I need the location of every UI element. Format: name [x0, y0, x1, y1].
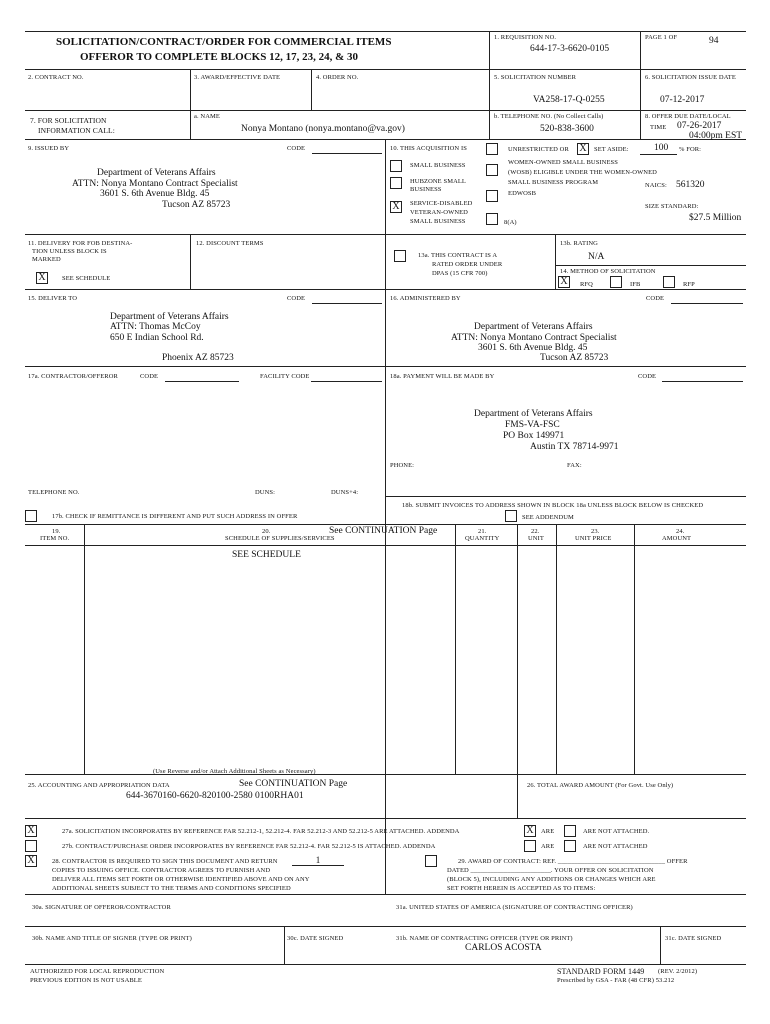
issue-date[interactable]: 07-12-2017 — [660, 95, 705, 105]
footer-form-number: STANDARD FORM 1449 — [557, 967, 645, 976]
rating-value[interactable]: N/A — [588, 252, 605, 262]
deliver-to-line-3: 650 E Indian School Rd. — [110, 333, 204, 343]
issued-by-line-2: ATTN: Nonya Montano Contract Specialist — [72, 179, 238, 189]
amount-header: AMOUNT — [662, 535, 692, 542]
27a-are-not-label: ARE NOT ATTACHED. — [583, 828, 650, 835]
29-label-3: (BLOCK 5), INCLUDING ANY ADDITIONS OR CHANGES WHICH ARE — [447, 876, 656, 883]
sdvosb-label-3: SMALL BUSINESS — [410, 218, 466, 225]
solicitation-method-label: 14. METHOD OF SOLICITATION — [560, 268, 656, 275]
offer-due-label: 8. OFFER DUE DATE/LOCAL — [645, 113, 731, 120]
issue-date-label: 6. SOLICITATION ISSUE DATE — [645, 74, 736, 81]
unrestricted-checkbox[interactable] — [486, 143, 498, 155]
item-no-num: 19. — [52, 528, 61, 535]
info-call-label: 7. FOR SOLICITATION — [30, 116, 107, 125]
rfp-label: RFP — [683, 281, 695, 288]
8a-checkbox[interactable] — [486, 213, 498, 225]
form-subtitle: OFFEROR TO COMPLETE BLOCKS 12, 17, 23, 24, & 30 — [80, 51, 358, 63]
payment-line-2: FMS-VA-FSC — [505, 420, 560, 430]
naics-value[interactable]: 561320 — [676, 180, 705, 190]
deliver-to-city: Phoenix AZ 85723 — [162, 353, 234, 363]
addendum-label: SEE ADDENDUM — [522, 514, 574, 521]
unrestricted-label: UNRESTRICTED OR — [508, 146, 569, 153]
27b-are-not-checkbox[interactable] — [564, 840, 576, 852]
deliver-to-code-label: CODE — [287, 295, 306, 302]
payment-label: 18a. PAYMENT WILL BE MADE BY — [390, 373, 495, 380]
payment-line-1: Department of Veterans Affairs — [474, 409, 593, 419]
offer-due-time[interactable]: 04:00pm EST — [689, 131, 743, 141]
29-label-4: SET FORTH HEREIN IS ACCEPTED AS TO ITEMS: — [447, 885, 596, 892]
officer-name-value[interactable]: CARLOS ACOSTA — [465, 943, 542, 953]
deliver-to-line-1: Department of Veterans Affairs — [110, 312, 229, 322]
order-no-label: 4. ORDER NO. — [316, 74, 359, 81]
28-copies[interactable]: 1 — [292, 855, 344, 866]
rated-order-label-2: RATED ORDER UNDER — [432, 261, 503, 268]
solicitation-number-label: 5. SOLICITATION NUMBER — [494, 74, 577, 81]
rating-label: 13b. RATING — [560, 240, 598, 247]
contractor-code-field[interactable] — [165, 381, 239, 382]
small-business-checkbox[interactable] — [390, 160, 402, 172]
administered-by-line-3: 3601 S. 6th Avenue Bldg. 45 — [478, 343, 588, 353]
discount-terms-label: 12. DISCOUNT TERMS — [196, 240, 264, 247]
edwosb-label: EDWOSB — [508, 190, 537, 197]
ifb-label: IFB — [630, 281, 641, 288]
27a-are-checkbox[interactable]: X — [524, 825, 536, 837]
hubzone-checkbox[interactable] — [390, 177, 402, 189]
wosb-label-2: (WOSB) ELIGIBLE UNDER THE WOMEN-OWNED — [508, 169, 657, 176]
administered-by-line-2: ATTN: Nonya Montano Contract Specialist — [451, 333, 617, 343]
requisition-value[interactable]: 644-17-3-6620-0105 — [530, 44, 610, 54]
requisition-label: 1. REQUISITION NO. — [494, 34, 557, 41]
info-call-label-2: INFORMATION CALL: — [38, 126, 115, 135]
schedule-see-schedule: SEE SCHEDULE — [232, 550, 301, 560]
offeror-date-label: 30c. DATE SIGNED — [287, 935, 344, 942]
small-business-label: SMALL BUSINESS — [410, 162, 466, 169]
hubzone-label-2: BUSINESS — [410, 186, 442, 193]
acquisition-label: 10. THIS ACQUISITION IS — [390, 145, 467, 152]
rated-order-label: 13a. THIS CONTRACT IS A — [418, 252, 498, 259]
8a-label: 8(A) — [504, 219, 517, 226]
hubzone-label: HUBZONE SMALL — [410, 178, 467, 185]
administered-by-city: Tucson AZ 85723 — [540, 353, 609, 363]
delivery-fob-label-3: MARKED — [32, 256, 61, 263]
deliver-to-label: 15. DELIVER TO — [28, 295, 78, 302]
payment-fax-label: FAX: — [567, 462, 582, 469]
27b-are-checkbox[interactable] — [524, 840, 536, 852]
footer-revision: (REV. 2/2012) — [658, 968, 698, 975]
27b-label: 27b. CONTRACT/PURCHASE ORDER INCORPORATES BY REFERENCE FAR 52.212-4. FAR 52.212-5 IS ATTACHED. ADDENDA — [62, 843, 436, 850]
accounting-label: 25. ACCOUNTING AND APPROPRIATION DATA — [28, 782, 170, 789]
unit-header: UNIT — [528, 535, 544, 542]
facility-code-field[interactable] — [311, 381, 382, 382]
29-checkbox[interactable] — [425, 855, 437, 867]
rated-order-checkbox[interactable] — [394, 250, 406, 262]
delivery-fob-label: 11. DELIVERY FOR FOB DESTINA- — [28, 240, 133, 247]
payment-phone-label: PHONE: — [390, 462, 415, 469]
deliver-to-line-2: ATTN: Thomas McCoy — [110, 322, 201, 332]
reverse-note: (Use Reverse and/or Attach Additional Sheets as Necessary) — [153, 768, 316, 775]
set-aside-checkbox[interactable]: X — [577, 143, 589, 155]
schedule-num: 20. — [262, 528, 271, 535]
27b-are-not-label: ARE NOT ATTACHED — [583, 843, 648, 850]
wosb-checkbox[interactable] — [486, 164, 498, 176]
issued-by-line-4: Tucson AZ 85723 — [162, 200, 231, 210]
officer-date-label: 31c. DATE SIGNED — [665, 935, 722, 942]
size-standard-label: SIZE STANDARD: — [645, 203, 699, 210]
remittance-checkbox[interactable] — [25, 510, 37, 522]
name-label: a. NAME — [194, 113, 220, 120]
solicitation-number[interactable]: VA258-17-Q-0255 — [533, 95, 605, 105]
schedule-header: SCHEDULE OF SUPPLIES/SERVICES — [225, 535, 335, 542]
sdvosb-checkbox[interactable]: X — [390, 201, 402, 213]
award-date-label: 3. AWARD/EFFECTIVE DATE — [194, 74, 281, 81]
wosb-label: WOMEN-OWNED SMALL BUSINESS — [508, 159, 618, 166]
rfq-checkbox[interactable]: X — [558, 276, 570, 288]
naics-label: NAICS: — [645, 182, 667, 189]
see-schedule-label: SEE SCHEDULE — [62, 275, 111, 282]
remittance-label: 17b. CHECK IF REMITTANCE IS DIFFERENT AND PUT SUCH ADDRESS IN OFFER — [52, 513, 298, 520]
amount-num: 24. — [676, 528, 685, 535]
contractor-label: 17a. CONTRACTOR/OFFEROR — [28, 373, 118, 380]
administered-by-code-label: CODE — [646, 295, 665, 302]
set-aside-percent[interactable]: 100 — [654, 143, 669, 153]
ifb-checkbox[interactable] — [610, 276, 622, 288]
wosb-label-3: SMALL BUSINESS PROGRAM — [508, 179, 599, 186]
offer-due-date[interactable]: 07-26-2017 — [677, 121, 722, 131]
payment-code-field[interactable] — [662, 381, 743, 382]
rfp-checkbox[interactable] — [663, 276, 675, 288]
footer-previous-edition: PREVIOUS EDITION IS NOT USABLE — [30, 977, 142, 984]
27b-are-label: ARE — [541, 843, 555, 850]
officer-name-label: 31b. NAME OF CONTRACTING OFFICER (TYPE OR PRINT) — [396, 935, 573, 942]
telephone-value[interactable]: 520-838-3600 — [540, 124, 594, 134]
29-label: 29. AWARD OF CONTRACT: REF. ________________________________ OFFER — [458, 858, 688, 865]
administered-by-code-field[interactable] — [671, 303, 743, 304]
28-label: 28. CONTRACTOR IS REQUIRED TO SIGN THIS DOCUMENT AND RETURN — [52, 858, 278, 865]
deliver-to-code-field[interactable] — [312, 303, 382, 304]
footer-prescribed-by: Prescribed by GSA - FAR (48 CFR) 53.212 — [557, 977, 675, 984]
issued-by-label: 9. ISSUED BY — [28, 145, 70, 152]
page-count: 94 — [709, 36, 719, 46]
delivery-fob-label-2: TION UNLESS BLOCK IS — [32, 248, 107, 255]
edwosb-checkbox[interactable] — [486, 190, 498, 202]
see-schedule-checkbox[interactable]: X — [36, 272, 48, 284]
unit-num: 22. — [531, 528, 540, 535]
facility-code-label: FACILITY CODE — [260, 373, 310, 380]
submit-invoices-label: 18b. SUBMIT INVOICES TO ADDRESS SHOWN IN BLOCK 18a UNLESS BLOCK BELOW IS CHECKED — [402, 502, 704, 509]
signer-name-label: 30b. NAME AND TITLE OF SIGNER (TYPE OR PRINT) — [32, 935, 192, 942]
addendum-checkbox[interactable] — [505, 510, 517, 522]
contractor-code-label: CODE — [140, 373, 159, 380]
sdvosb-label: SERVICE-DISABLED — [410, 200, 473, 207]
accounting-continuation: See CONTINUATION Page — [239, 779, 348, 789]
issued-by-code-field[interactable] — [312, 153, 382, 154]
rated-order-label-3: DPAS (15 CFR 700) — [432, 270, 488, 277]
total-award-label: 26. TOTAL AWARD AMOUNT (For Govt. Use Only) — [527, 782, 674, 789]
issued-by-line-3: 3601 S. 6th Avenue Bldg. 45 — [100, 189, 210, 199]
28-checkbox[interactable]: X — [25, 855, 37, 867]
page-label: PAGE 1 OF — [645, 34, 678, 41]
28-label-4: ADDITIONAL SHEETS SUBJECT TO THE TERMS AND CONDITIONS SPECIFIED — [52, 885, 291, 892]
unit-price-header: UNIT PRICE — [575, 535, 612, 542]
set-aside-label: SET ASIDE: — [594, 146, 629, 153]
unit-price-num: 23. — [591, 528, 600, 535]
payment-line-3: PO Box 149971 — [503, 431, 565, 441]
offeror-signature-label: 30a. SIGNATURE OF OFFEROR/CONTRACTOR — [32, 904, 171, 911]
28-label-3: DELIVER ALL ITEMS SET FORTH OR OTHERWISE IDENTIFIED ABOVE AND ON ANY — [52, 876, 310, 883]
item-no-header: ITEM NO. — [40, 535, 70, 542]
payment-code-label: CODE — [638, 373, 657, 380]
27b-checkbox[interactable] — [25, 840, 37, 852]
accounting-value[interactable]: 644-3670160-6620-820100-2580 0100RHA01 — [126, 791, 304, 801]
form-title: SOLICITATION/CONTRACT/ORDER FOR COMMERCIAL ITEMS — [56, 36, 392, 48]
contact-name[interactable]: Nonya Montano (nonya.montano@va.gov) — [241, 124, 405, 134]
27a-checkbox[interactable]: X — [25, 825, 37, 837]
footer-authorized: AUTHORIZED FOR LOCAL REPRODUCTION — [30, 968, 165, 975]
29-label-2: DATED ________________________. YOUR OFFER ON SOLICITATION — [447, 867, 654, 874]
administered-by-label: 16. ADMINISTERED BY — [390, 295, 461, 302]
telephone-label: b. TELEPHONE NO. (No Collect Calls) — [494, 113, 604, 120]
27a-label: 27a. SOLICITATION INCORPORATES BY REFERENCE FAR 52.212-1, 52.212-4. FAR 52.212-3 AND 52.212-5 ARE ATTACHED. ADDENDA — [62, 828, 460, 835]
issued-by-line-1: Department of Veterans Affairs — [97, 168, 216, 178]
payment-city: Austin TX 78714-9971 — [530, 442, 619, 452]
size-standard-value[interactable]: $27.5 Million — [689, 213, 742, 223]
duns-label: DUNS: — [255, 489, 276, 496]
issued-by-code-label: CODE — [287, 145, 306, 152]
contract-no-label: 2. CONTRACT NO. — [28, 74, 84, 81]
time-label: TIME — [650, 124, 667, 131]
sdvosb-label-2: VETERAN-OWNED — [410, 209, 468, 216]
quantity-header: QUANTITY — [465, 535, 500, 542]
telephone-no-label: TELEPHONE NO. — [28, 489, 80, 496]
quantity-num: 21. — [478, 528, 487, 535]
28-label-2: COPIES TO ISSUING OFFICE. CONTRACTOR AGREES TO FURNISH AND — [52, 867, 271, 874]
rfq-label: RFQ — [580, 281, 593, 288]
officer-signature-label: 31a. UNITED STATES OF AMERICA (SIGNATURE OF CONTRACTING OFFICER) — [396, 904, 633, 911]
27a-are-not-checkbox[interactable] — [564, 825, 576, 837]
percent-for-label: % FOR: — [679, 146, 702, 153]
schedule-continuation: See CONTINUATION Page — [329, 526, 438, 536]
administered-by-line-1: Department of Veterans Affairs — [474, 322, 593, 332]
27a-are-label: ARE — [541, 828, 555, 835]
duns4-label: DUNS+4: — [331, 489, 359, 496]
